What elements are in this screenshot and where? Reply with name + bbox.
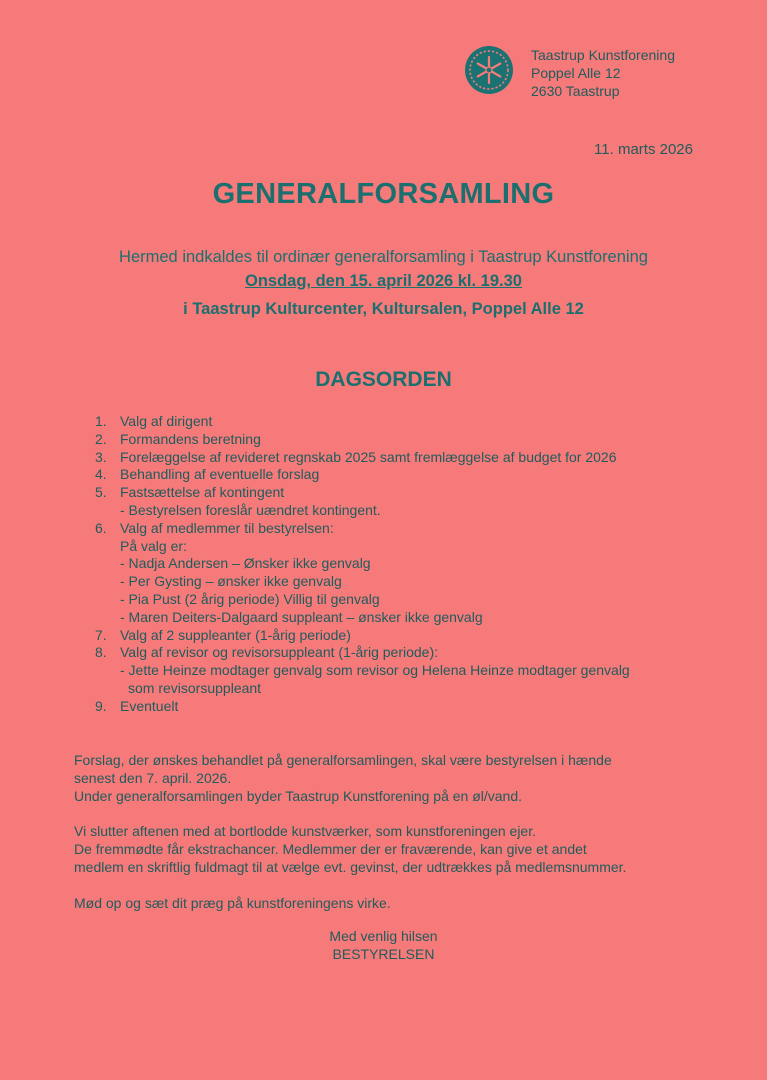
agenda-item [95, 520, 630, 538]
paragraph-line: senest den 7. april. 2026. [74, 769, 232, 786]
signature: BESTYRELSEN [332, 946, 435, 962]
agenda-subitem: - Maren Deiters-Dalgaard suppleant – ønsker ikke genvalg [120, 608, 483, 625]
meeting-location: i Taastrup Kulturcenter, Kultursalen, Poppel Alle 12 [183, 300, 584, 318]
agenda-subitem: På valg er: [120, 537, 187, 554]
agenda-item [95, 627, 630, 645]
agenda-item [95, 431, 630, 449]
meeting-datetime: Onsdag, den 15. april 2026 kl. 19.30 [245, 272, 522, 290]
agenda-item [95, 698, 630, 716]
agenda-item-text: Fastsættelse af kontingent [120, 484, 285, 501]
agenda-item [95, 466, 630, 484]
agenda-item [95, 484, 630, 502]
agenda-item-text: Valg af revisor og revisorsuppleant (1-årig periode): [120, 644, 439, 661]
agenda-subitem: - Per Gysting – ønsker ikke genvalg [120, 573, 342, 590]
agenda-subitem: som revisorsuppleant [128, 679, 262, 696]
city-address: 2630 Taastrup [531, 83, 620, 99]
paragraph-line: medlem en skriftlig fuldmagt til at vælge evt. gevinst, der udtrækkes på medlemsnummer. [74, 858, 627, 875]
agenda-item-number: 7. [95, 626, 107, 643]
paragraph-line: Forslag, der ønskes behandlet på generalforsamlingen, skal være bestyrelsen i hænde [74, 752, 612, 768]
agenda-item [95, 644, 630, 662]
logo [463, 44, 515, 96]
agenda-item-number: 2. [95, 430, 107, 447]
agenda-item-number: 9. [95, 697, 107, 714]
sign-off [0, 927, 767, 963]
paragraph-line: De fremmødte får ekstrachancer. Medlemmer der er fraværende, kan give et andet [74, 841, 587, 858]
agenda-item-number: 8. [95, 644, 107, 661]
street-address: Poppel Alle 12 [531, 65, 621, 81]
agenda-item [95, 413, 630, 431]
agenda-subitem: - Jette Heinze modtager genvalg som revisor og Helena Heinze modtager genvalg [120, 662, 630, 679]
invitation-intro [0, 248, 767, 326]
paragraph-line: Mød op og sæt dit præg på kunstforeningens virke. [74, 894, 391, 911]
agenda-item-text: Behandling af eventuelle forslag [120, 466, 320, 483]
agenda-item-number: 5. [95, 484, 107, 501]
agenda-item-text: Valg af medlemmer til bestyrelsen: [120, 519, 334, 536]
sender-address [531, 46, 675, 100]
paragraph-line: Vi slutter aftenen med at bortlodde kunstværker, som kunstforeningen ejer. [74, 823, 536, 840]
page-title: GENERALFORSAMLING [212, 178, 555, 210]
agenda-item-number: 1. [95, 413, 107, 429]
greeting: Med venlig hilsen [329, 928, 438, 944]
agenda-item-text: Forelæggelse af revideret regnskab 2025 samt fremlæggelse af budget for 2026 [120, 448, 617, 465]
agenda-item-text: Formandens beretning [120, 430, 261, 447]
agenda-subitem: - Pia Pust (2 årig periode) Villig til genvalg [120, 590, 380, 607]
agenda-item [95, 449, 630, 467]
agenda-item-text: Valg af dirigent [120, 413, 213, 429]
intro-line: Hermed indkaldes til ordinær generalforsamling i Taastrup Kunstforening [119, 248, 648, 266]
agenda-subitem: - Nadja Andersen – Ønsker ikke genvalg [120, 555, 371, 572]
agenda-item-number: 3. [95, 448, 107, 465]
agenda-item-number: 4. [95, 466, 107, 483]
agenda-item-text: Eventuelt [120, 697, 179, 714]
agenda-item-number: 6. [95, 519, 107, 536]
star-wheel-logo-icon [463, 44, 515, 96]
agenda-item-text: Valg af 2 suppleanter (1-årig periode) [120, 626, 351, 643]
paragraph-line: Under generalforsamlingen byder Taastrup Kunstforening på en øl/vand. [74, 787, 523, 804]
agenda-subitem: - Bestyrelsen foreslår uændret kontingent. [120, 501, 381, 518]
org-name: Taastrup Kunstforening [531, 47, 675, 63]
agenda-list [95, 413, 630, 716]
agenda-title: DAGSORDEN [315, 368, 452, 391]
letter-date: 11. marts 2026 [594, 141, 693, 158]
body-text [74, 734, 714, 931]
